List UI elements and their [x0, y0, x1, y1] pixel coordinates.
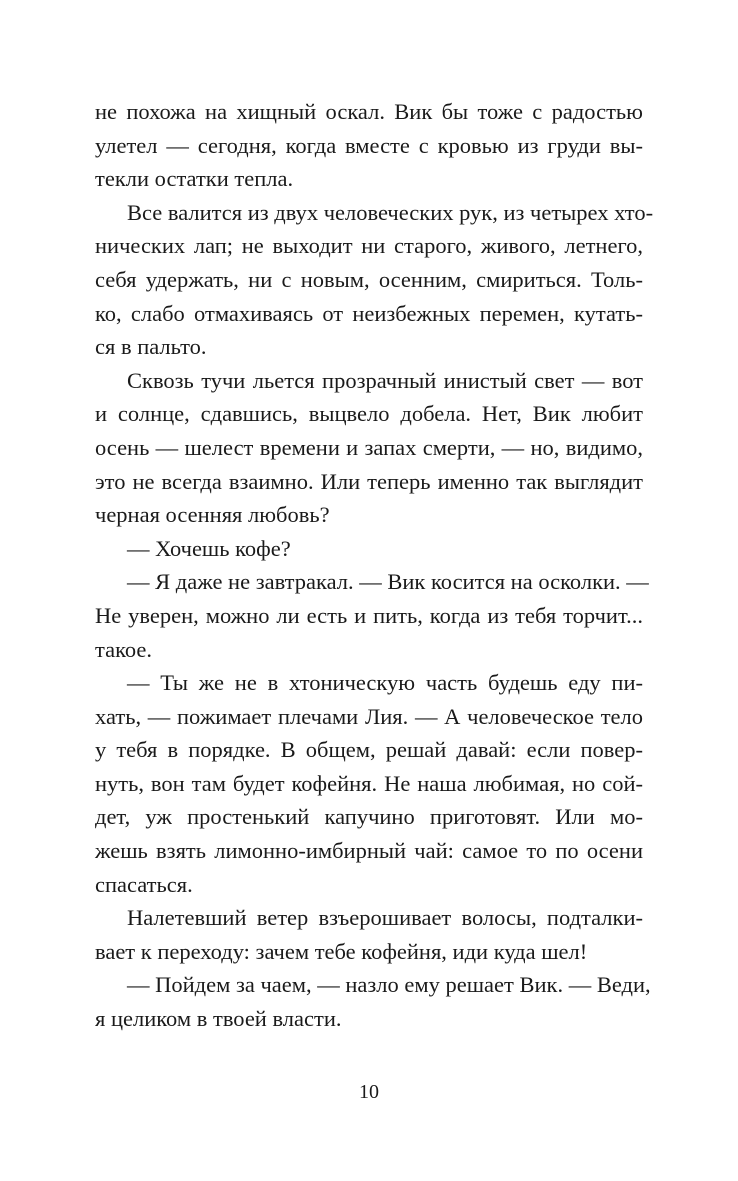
text-line: — Пойдем за чаем, — назло ему решает Вик. — Веди, — [127, 972, 651, 998]
text-line: жешь взять лимонно-имбирный чай: самое то по осени — [95, 838, 643, 864]
paragraph — [95, 196, 654, 364]
text-line: вает к переходу: зачем тебе кофейня, иди куда шел! — [95, 938, 588, 964]
paragraph — [95, 968, 651, 1035]
text-line: Налетевший ветер взъерошивает волосы, подталки- — [127, 905, 643, 931]
text-line: осень — шелест времени и запах смерти, — но, видимо, — [95, 434, 643, 460]
text-line: хать, — пожимает плечами Лия. — А человеческое тело — [95, 703, 643, 729]
text-line: — Ты же не в хтоническую часть будешь еду пи- — [127, 670, 643, 696]
text-line: я целиком в твоей власти. — [95, 1006, 342, 1032]
paragraph — [95, 666, 643, 901]
text-line: дет, уж простенький капучино приготовят. Или мо- — [95, 804, 643, 830]
text-line: нических лап; не выходит ни старого, живого, летнего, — [95, 233, 643, 259]
text-line: текли остатки тепла. — [95, 166, 294, 192]
text-line: Все валится из двух человеческих рук, из четырех хто- — [127, 199, 654, 225]
text-line: спасаться. — [95, 871, 193, 897]
paragraph — [95, 95, 643, 196]
text-line: ко, слабо отмахиваясь от неизбежных перемен, кутать- — [95, 300, 643, 326]
text-line: не похожа на хищный оскал. Вик бы тоже с радостью — [95, 99, 643, 124]
text-line: улетел — сегодня, когда вместе с кровью из груди вы- — [95, 132, 643, 158]
paragraph — [95, 532, 643, 566]
text-line: черная осенняя любовь? — [95, 502, 330, 528]
paragraph — [95, 901, 643, 968]
text-line: ся в пальто. — [95, 334, 207, 360]
text-line: у тебя в порядке. В общем, решай давай: если повер- — [95, 737, 643, 763]
page-number: 10 — [359, 1081, 379, 1103]
text-line: Сквозь тучи льется прозрачный инистый свет — вот — [127, 367, 643, 393]
text-line: и солнце, сдавшись, выцвело добела. Нет, Вик любит — [95, 401, 643, 427]
page-text-block — [95, 95, 654, 1036]
paragraph — [95, 565, 649, 666]
text-line: это не всегда взаимно. Или теперь именно так выглядит — [95, 468, 643, 494]
text-line: нуть, вон там будет кофейня. Не наша любимая, но сой- — [95, 770, 643, 796]
text-line: себя удержать, ни с новым, осенним, смириться. Толь- — [95, 266, 643, 292]
text-line: — Хочешь кофе? — [127, 535, 291, 561]
text-line: такое. — [95, 636, 153, 662]
text-line: Не уверен, можно ли есть и пить, когда из тебя торчит... — [95, 602, 643, 628]
text-line: — Я даже не завтракал. — Вик косится на осколки. — — [127, 569, 649, 595]
paragraph — [95, 364, 643, 532]
